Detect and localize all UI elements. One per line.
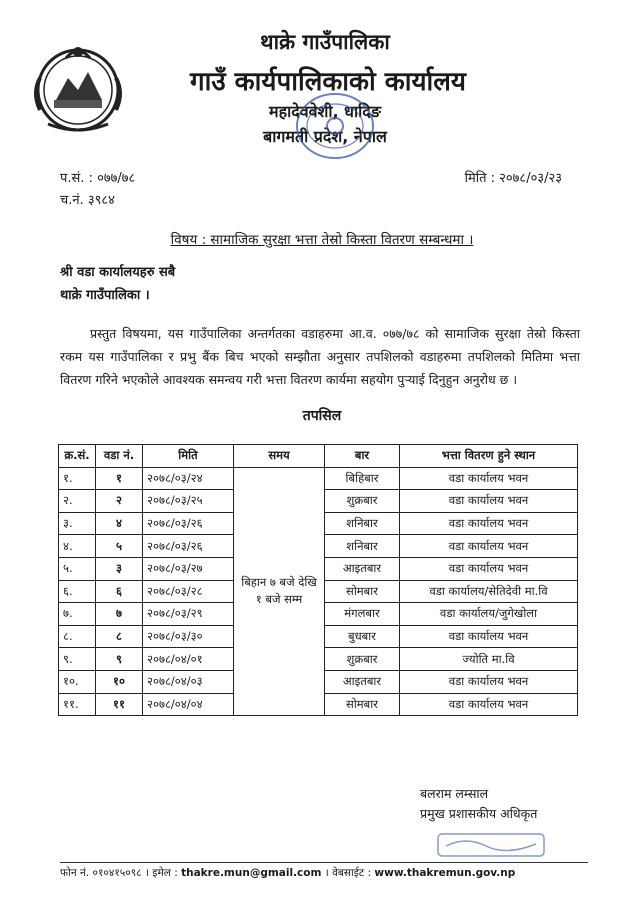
row-day: सोमबार <box>325 693 400 716</box>
row-sn: ७. <box>59 603 96 626</box>
letter-body: प्रस्तुत विषयमा, यस गाउँपालिका अन्तर्गतका वडाहरुमा आ.व. ०७७/७८ को सामाजिक सुरक्षा तेस्रो किस्ता रकम यस गाउँपालिका र प्रभु बैंक बिच भएको सम्झौता अनुसार तपशिलको वडाहरुमा तपशिलको मितिमा भत्ता वितरण गरिने भएकोले आवश्यक समन्वय गरी भत्ता वितरण कार्यमा सहयोग पुर्‍याई दिनुहुन अनुरोध छ । <box>60 326 580 387</box>
row-sn: ८. <box>59 625 96 648</box>
row-sn: ९. <box>59 648 96 671</box>
row-ward: ११ <box>96 693 143 716</box>
row-ward: ४ <box>96 512 143 535</box>
municipality-name: थाक्रे गाउँपालिका <box>260 30 390 54</box>
row-place: वडा कार्यालय/जुगेखोला <box>400 603 578 626</box>
row-day: मंगलबार <box>325 603 400 626</box>
distribution-schedule-table <box>58 444 578 716</box>
row-date: २०७८/०४/०३ <box>143 670 234 693</box>
footer-email-label: इमेल : <box>152 867 178 879</box>
row-sn: ६. <box>59 580 96 603</box>
row-ward: ७ <box>96 603 143 626</box>
row-sn: १०. <box>59 670 96 693</box>
row-ward: ३ <box>96 557 143 580</box>
row-day: शनिबार <box>325 512 400 535</box>
dispatch-number: च.नं. ३९८४ <box>60 193 115 208</box>
row-place: वडा कार्यालय भवन <box>400 693 578 716</box>
header-date: मिति <box>143 445 234 468</box>
row-date: २०७८/०३/३० <box>143 625 234 648</box>
header-ward: वडा नं. <box>96 445 143 468</box>
row-place: वडा कार्यालय भवन <box>400 535 578 558</box>
row-place: वडा कार्यालय भवन <box>400 557 578 580</box>
signatory-title: प्रमुख प्रशासकीय अधिकृत <box>420 806 538 821</box>
row-day: आइतबार <box>325 670 400 693</box>
row-place: वडा कार्यालय भवन <box>400 512 578 535</box>
row-place: वडा कार्यालय भवन <box>400 467 578 490</box>
row-sn: ४. <box>59 535 96 558</box>
addressee-line2: थाक्रे गाउँपालिका । <box>60 288 150 303</box>
footer-contact <box>60 866 588 880</box>
row-date: २०७८/०४/०१ <box>143 648 234 671</box>
signature-stamp-icon <box>436 832 546 858</box>
row-ward: ८ <box>96 625 143 648</box>
row-date: २०७८/०४/०४ <box>143 693 234 716</box>
row-date: २०७८/०३/२५ <box>143 490 234 513</box>
row-day: शुक्रबार <box>325 648 400 671</box>
row-place: वडा कार्यालय/सेतिदेवी मा.वि <box>400 580 578 603</box>
table-row <box>59 467 578 490</box>
row-day: आइतबार <box>325 557 400 580</box>
header-sn: क्र.सं. <box>59 445 96 468</box>
row-sn: ५. <box>59 557 96 580</box>
header-day: बार <box>325 445 400 468</box>
row-date: २०७८/०३/२६ <box>143 535 234 558</box>
row-date: २०७८/०३/२४ <box>143 467 234 490</box>
distribution-time: बिहान ७ बजे देखि १ बजे सम्म <box>234 467 325 716</box>
row-place: वडा कार्यालय भवन <box>400 670 578 693</box>
row-sn: ११. <box>59 693 96 716</box>
row-day: बुधबार <box>325 625 400 648</box>
row-date: २०७८/०३/२९ <box>143 603 234 626</box>
subject-line: विषय : सामाजिक सुरक्षा भत्ता तेस्रो किस्ता वितरण सम्बन्धमा । <box>170 232 474 248</box>
province-name: बागमती प्रदेश, नेपाल <box>263 127 387 146</box>
row-day: सोमबार <box>325 580 400 603</box>
row-ward: १० <box>96 670 143 693</box>
row-ward: ६ <box>96 580 143 603</box>
footer-phone: फोन नं. ०१०४१५०९८ । <box>60 867 149 879</box>
row-date: २०७८/०३/२८ <box>143 580 234 603</box>
header-place: भत्ता वितरण हुने स्थान <box>400 445 578 468</box>
table-header-row <box>59 445 578 468</box>
reference-number: प.सं. : ०७७/७८ <box>60 171 136 186</box>
office-stamp-icon <box>290 86 380 166</box>
row-date: २०७८/०३/२७ <box>143 557 234 580</box>
row-ward: ५ <box>96 535 143 558</box>
table-title: तपसिल <box>302 408 342 424</box>
row-day: शनिबार <box>325 535 400 558</box>
header-time: समय <box>234 445 325 468</box>
row-date: २०७८/०३/२६ <box>143 512 234 535</box>
signatory-name: बलराम लम्साल <box>420 786 489 801</box>
addressee-line1: श्री वडा कार्यालयहरु सबै <box>60 265 176 280</box>
footer-divider <box>60 862 588 863</box>
nepal-emblem-icon <box>26 38 130 138</box>
row-sn: १. <box>59 467 96 490</box>
footer-website-label: । वेबसाईट : <box>324 867 372 879</box>
row-sn: २. <box>59 490 96 513</box>
row-ward: २ <box>96 490 143 513</box>
row-place: वडा कार्यालय भवन <box>400 490 578 513</box>
row-ward: ९ <box>96 648 143 671</box>
footer-email[interactable]: thakre.mun@gmail.com <box>181 867 322 879</box>
row-day: शुक्रबार <box>325 490 400 513</box>
footer-website[interactable]: www.thakremun.gov.np <box>374 867 516 879</box>
row-place: वडा कार्यालय भवन <box>400 625 578 648</box>
row-place: ज्योति मा.वि <box>400 648 578 671</box>
office-location: महादेववेशी, धादिङ <box>269 102 381 121</box>
row-ward: १ <box>96 467 143 490</box>
letter-date: मिति : २०७८/०३/२३ <box>464 171 562 186</box>
office-name: गाउँ कार्यपालिकाको कार्यालय <box>190 67 466 97</box>
row-day: बिहिबार <box>325 467 400 490</box>
row-sn: ३. <box>59 512 96 535</box>
